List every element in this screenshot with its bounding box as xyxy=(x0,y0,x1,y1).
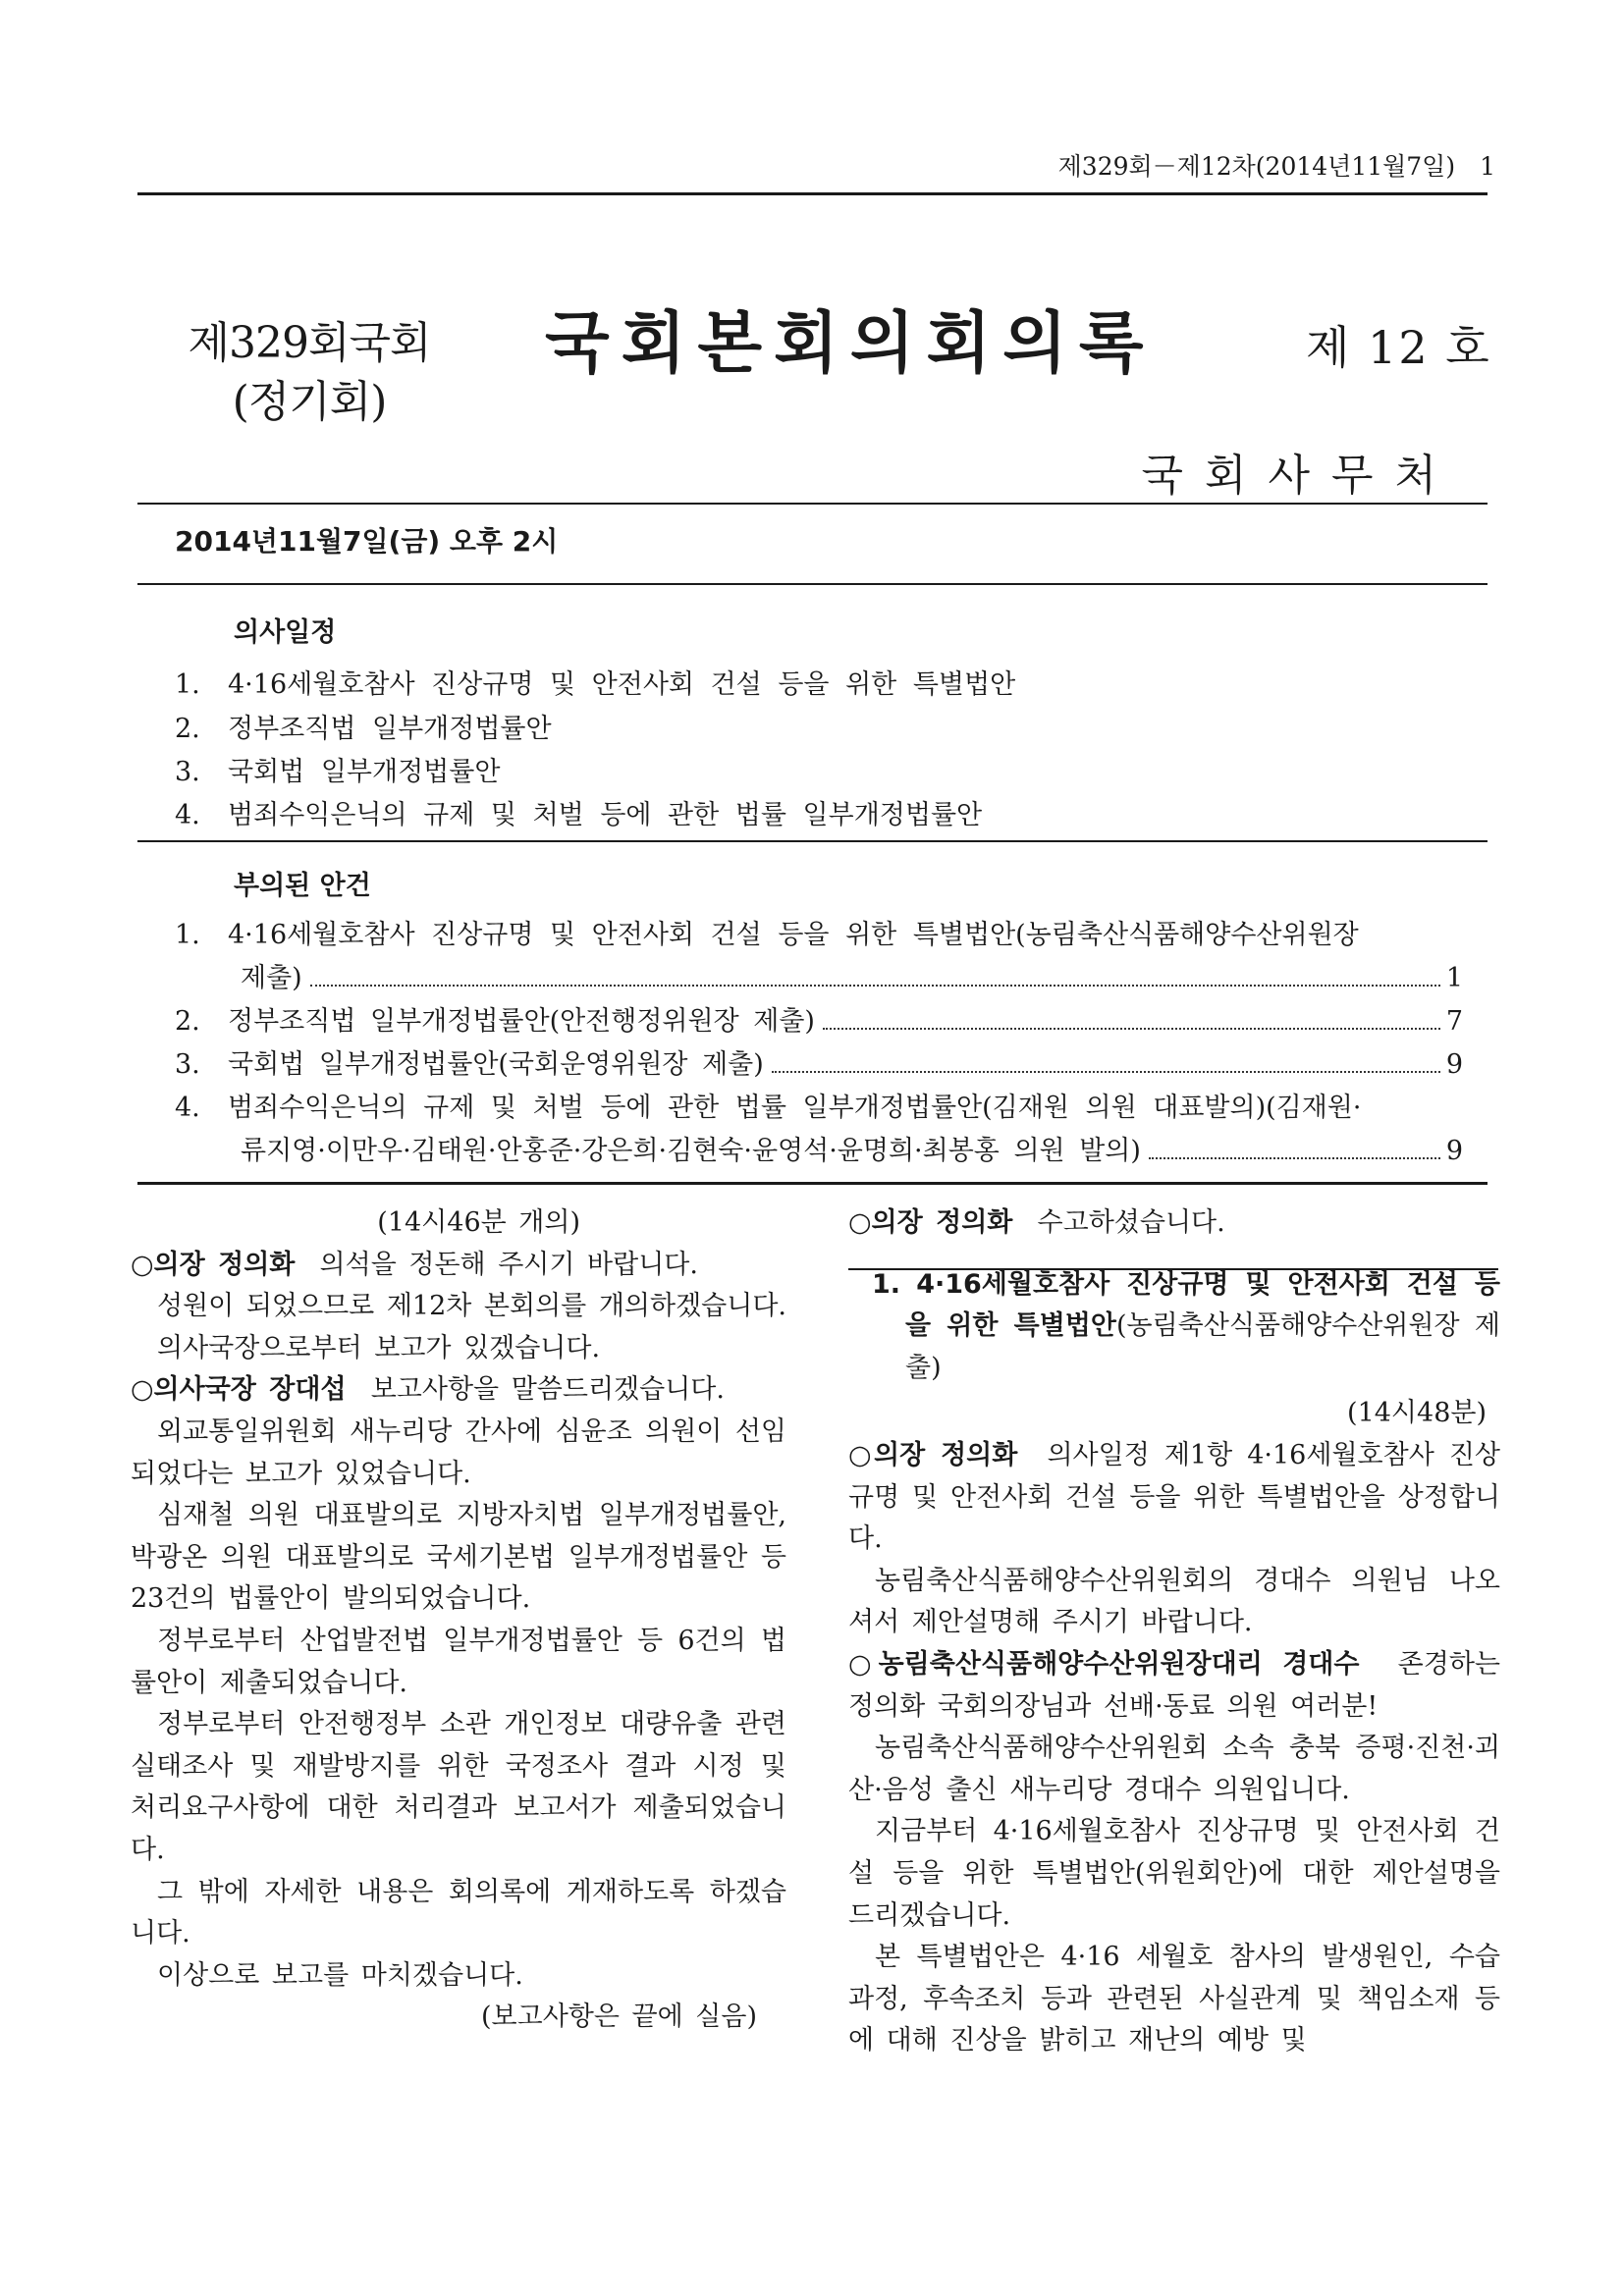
paragraph: 정부로부터 안전행정부 소관 개인정보 대량유출 관련 실태조사 및 재발방지를 위한 국정조사 결과 시정 및 처리요구사항에 대한 처리결과 보고서가 제출되었습니다. xyxy=(131,1709,786,1865)
paragraph: 농림축산식품해양수산위원회 소속 충북 증평·진천·괴산·음성 출신 새누리당 경대수 의원입니다. xyxy=(848,1733,1500,1805)
speaker-name: ○의사국장 장대섭 xyxy=(131,1374,347,1406)
report-note: (보고사항은 끝에 실음) xyxy=(481,2002,757,2033)
left-column xyxy=(131,1202,786,2039)
speaker-name: ○의장 정의화 xyxy=(848,1439,1018,1470)
speech: ○의사국장 장대섭 보고사항을 말씀드리겠습니다. xyxy=(131,1374,725,1406)
issue-number: 제 12 호 xyxy=(1306,321,1491,374)
agenda-item: 1. 4·16세월호참사 진상규명 및 안전사회 건설 등을 위한 특별법안 xyxy=(175,669,1016,700)
agenda-heading: 의사일정 xyxy=(234,617,337,648)
paragraph: 농림축산식품해양수산위원회의 경대수 의원님 나오셔서 제안설명해 주시기 바랍니다. xyxy=(848,1565,1500,1638)
bills-heading: 부의된 안건 xyxy=(234,871,371,901)
bill-item-1-line1: 1. 4·16세월호참사 진상규명 및 안전사회 건설 등을 위한 특별법안(농림축산식품해양수산위원장 xyxy=(175,920,1359,950)
toc-rule xyxy=(137,1182,1488,1185)
masthead-rule xyxy=(137,503,1488,505)
bill-item-4-line1: 4. 범죄수익은닉의 규제 및 처벌 등에 관한 법률 일부개정법률안(김재원 의원 대표발의)(김재원· xyxy=(175,1093,1362,1123)
speech: ○농림축산식품해양수산위원장대리 경대수 존경하는 정의화 국회의장님과 선배·동료 의원 여러분! xyxy=(848,1648,1500,1722)
right-column xyxy=(848,1202,1500,2062)
agenda-item: 3. 국회법 일부개정법률안 xyxy=(175,757,501,787)
paragraph: 본 특별법안은 4·16 세월호 참사의 발생원인, 수습과정, 후속조치 등과 관련된 사실관계 및 책임소재 등에 대해 진상을 밝히고 재난의 예방 및 xyxy=(848,1942,1500,2056)
paragraph: 심재철 의원 대표발의로 지방자치법 일부개정법률안, 박광온 의원 대표발의로 국세기본법 일부개정법률안 등 23건의 법률안이 발의되었습니다. xyxy=(131,1500,786,1615)
header-rule xyxy=(137,192,1488,195)
paragraph: 의사국장으로부터 보고가 있겠습니다. xyxy=(157,1332,601,1363)
bill-item-3: 3. 국회법 일부개정법률안(국회운영위원장 제출) 9 xyxy=(175,1049,1463,1080)
session-type: (정기회) xyxy=(232,377,387,427)
paragraph: 이상으로 보고를 마치겠습니다. xyxy=(157,1959,523,1991)
page-ref: 9 xyxy=(1445,1136,1463,1166)
speech: ○의장 정의화 의사일정 제1항 4·16세월호참사 진상규명 및 안전사회 건설 등을 위한 특별법안을 상정합니다. xyxy=(848,1439,1500,1555)
paragraph: 외교통일위원회 새누리당 간사에 심윤조 의원이 선임되었다는 보고가 있었습니다. xyxy=(131,1415,786,1489)
bill-item-2: 2. 정부조직법 일부개정법률안(안전행정위원장 제출) 7 xyxy=(175,1006,1463,1037)
speech: ○의장 정의화 의석을 정돈해 주시기 바랍니다. xyxy=(131,1249,698,1280)
page-ref: 9 xyxy=(1445,1049,1463,1080)
agenda-rule xyxy=(137,840,1488,842)
session-number: 제329회국회 xyxy=(188,318,431,368)
running-header: 제329회－제12차(2014년11월7일) 1 xyxy=(1057,152,1495,181)
speech: ○의장 정의화 수고하셨습니다. xyxy=(848,1207,1225,1238)
agenda-item: 4. 범죄수익은닉의 규제 및 처벌 등에 관한 법률 일부개정법률안 xyxy=(175,800,983,830)
publisher: 국회사무처 xyxy=(1141,451,1458,501)
bill-item-4-line2: 류지영·이만우·김태원·안홍준·강은희·김현숙·윤영석·윤명희·최봉홍 의원 발의) 9 xyxy=(241,1136,1463,1166)
agenda-item: 2. 정부조직법 일부개정법률안 xyxy=(175,714,552,744)
session-label xyxy=(182,314,437,432)
paragraph: 정부로부터 산업발전법 일부개정법률안 등 6건의 법률안이 제출되었습니다. xyxy=(131,1625,786,1698)
speaker-name: ○의장 정의화 xyxy=(131,1249,296,1280)
page-ref: 7 xyxy=(1445,1006,1463,1037)
time-stamp: (14시48분) xyxy=(1347,1398,1487,1429)
document-title: 국회본회의회의록 xyxy=(545,304,1156,383)
bill-item-1-line2: 제출) 1 xyxy=(241,963,1463,993)
paragraph: 성원이 되었으므로 제12차 본회의를 개의하겠습니다. xyxy=(157,1291,786,1322)
meeting-datetime: 2014년11월7일(금) 오후 2시 xyxy=(175,525,559,558)
open-time: (14시46분 개의) xyxy=(377,1207,580,1238)
paragraph: 그 밖에 자세한 내용은 회의록에 게재하도록 하겠습니다. xyxy=(131,1876,786,1949)
page-ref: 1 xyxy=(1445,963,1463,993)
speaker-name: ○의장 정의화 xyxy=(848,1207,1013,1238)
agenda-item-heading: 1. 4·16세월호참사 진상규명 및 안전사회 건설 등을 위한 특별법안(농림축산식품해양수산위원장 제출) xyxy=(872,1268,1501,1383)
paragraph: 지금부터 4·16세월호참사 진상규명 및 안전사회 건설 등을 위한 특별법안(위원회안)에 대한 제안설명을 드리겠습니다. xyxy=(848,1816,1500,1931)
speaker-name: ○농림축산식품해양수산위원장대리 경대수 xyxy=(848,1648,1360,1680)
date-rule xyxy=(137,583,1488,585)
